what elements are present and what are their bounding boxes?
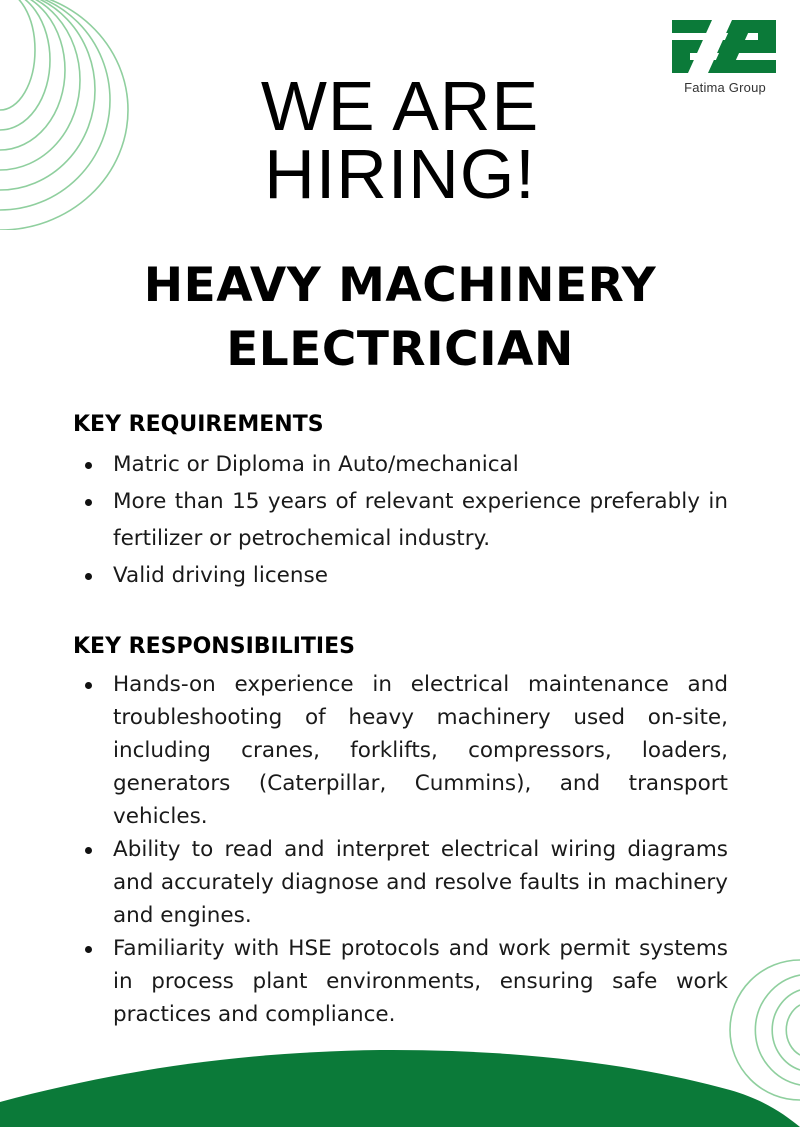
job-title [0,254,800,382]
responsibilities-list [73,668,728,1031]
job-title-line-2: ELECTRICIAN [226,322,574,377]
responsibilities-heading: KEY RESPONSIBILITIES [73,634,355,659]
fatima-group-logo-icon [672,18,776,76]
responsibility-item: Hands-on experience in electrical maintenance and troubleshooting of heavy machinery used on-site, including cranes, forklifts, compressors, loaders, generators (Caterpillar, Cummins), and transport vehicles. [73,668,728,833]
hiring-headline [0,67,800,213]
headline-line-1: WE ARE [260,67,540,145]
requirements-list [73,446,728,594]
responsibility-item: Familiarity with HSE protocols and work permit systems in process plant environments, ensuring safe work practices and compliance. [73,932,728,1031]
responsibility-item: Ability to read and interpret electrical wiring diagrams and accurately diagnose and resolve faults in machinery and engines. [73,833,728,932]
brand-name: Fatima Group [684,80,766,95]
responsibilities-section [73,632,728,1031]
requirement-item: Matric or Diploma in Auto/mechanical [73,446,728,483]
requirement-item: Valid driving license [73,557,728,594]
requirements-heading: KEY REQUIREMENTS [73,412,324,437]
requirement-item: More than 15 years of relevant experience preferably in fertilizer or petrochemical industry. [73,483,728,557]
requirements-section [73,410,728,594]
headline-line-2: HIRING! [264,135,536,213]
job-title-line-1: HEAVY MACHINERY [143,258,657,313]
bottom-green-wave [0,1040,800,1127]
